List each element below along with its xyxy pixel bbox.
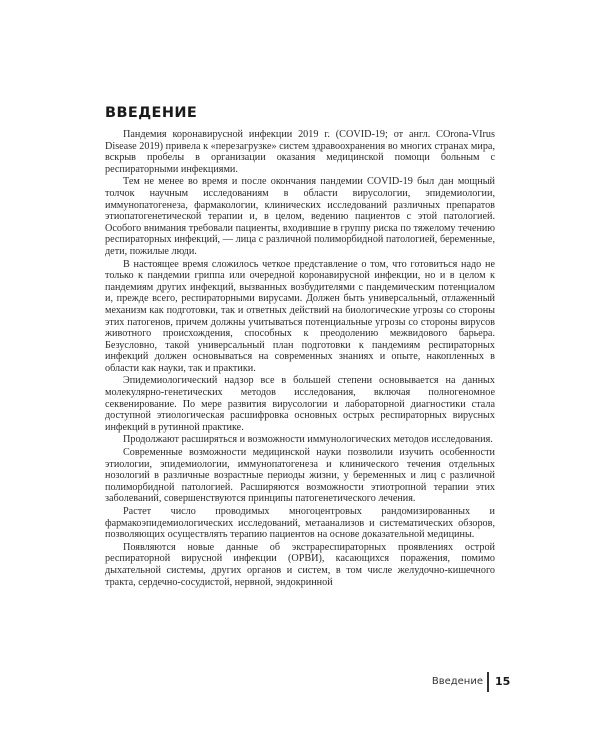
running-footer-section: Введение	[431, 676, 483, 687]
paragraph: Растет число проводимых многоцентровых рандомизированных и фармакоэпидемиологических исследований, метаанализов и систематических обзоров, позволяющих осуществлять терапию пациентов на основе доказательной медицины.	[105, 506, 495, 541]
paragraph: Пандемия коронавирусной инфекции 2019 г. (COVID-19; от англ. COrona-VIrus Disease 2019) привела к «перезагрузке» систем здравоохранения во многих странах мира, вскрыв пробелы в организации оказания медицинской помощи больным с респираторными инфекциями.	[105, 129, 495, 175]
paragraph: Современные возможности медицинской науки позволили изучить особенности этиологии, эпидемиологии, иммунопатогенеза и клинического течения отдельных нозологий в различные возрастные периоды жизни, у беременных и лиц с различной полиморбидной патологией. Расширяются возможности этиотропной терапии этих заболеваний, совершенствуются принципы патогенетического лечения.	[105, 447, 495, 505]
paragraph: Тем не менее во время и после окончания пандемии COVID-19 был дан мощный толчок научным исследованиям в области вирусологии, эпидемиологии, иммунопатогенеза, фармакологии, клинических исследований различных препаратов этиопатогенетической терапии и, в целом, ведению пациентов с этой патологией. Особого внимания требовали пациенты, входившие в группу риска по тяжелому течению респираторных инфекций, — лица с различной полиморбидной патологией, беременные, дети, пожилые люди.	[105, 176, 495, 257]
page-body	[105, 105, 495, 589]
footer-divider	[487, 672, 489, 692]
paragraph: Эпидемиологический надзор все в большей степени основывается на данных молекулярно-генетических методов исследования, включая полногеномное секвенирование. По мере развития вирусологии и лабораторной диагностики стала доступной этиологическая расшифровка основных острых респираторных вирусных инфекций в рутинной практике.	[105, 375, 495, 433]
paragraph: Появляются новые данные об экстрареспираторных проявлениях острой респираторной вирусной инфекции (ОРВИ), касающихся поражения, помимо дыхательной системы, других органов и систем, в том числе желудочно-кишечного тракта, сердечно-сосудистой, нервной, эндокринной	[105, 541, 495, 588]
chapter-title: ВВЕДЕНИЕ	[105, 105, 198, 121]
page-footer	[0, 672, 600, 694]
paragraph: В настоящее время сложилось четкое представление о том, что готовиться надо не только к пандемии гриппа или очередной коронавирусной инфекции, но и в целом к пандемиям других инфекций, вызванных возбудителями с пандемическим потенциалом и, прежде всего, респираторными вирусами. Должен быть универсальный, отлаженный механизм как подготовки, так и ответных действий на биологические угрозы со стороны этих патогенов, причем должны учитываться потенциальные угрозы со стороны вирусов животного происхождения, способных к преодолению межвидового барьера. Безусловно, такой универсальный план подготовки к пандемиям респираторных инфекций должен основываться на современных знаниях и опыте, накопленных в области как науки, так и практики.	[105, 258, 495, 374]
page-number: 15	[495, 675, 511, 688]
paragraph: Продолжают расширяться и возможности иммунологических методов исследования.	[123, 434, 493, 446]
